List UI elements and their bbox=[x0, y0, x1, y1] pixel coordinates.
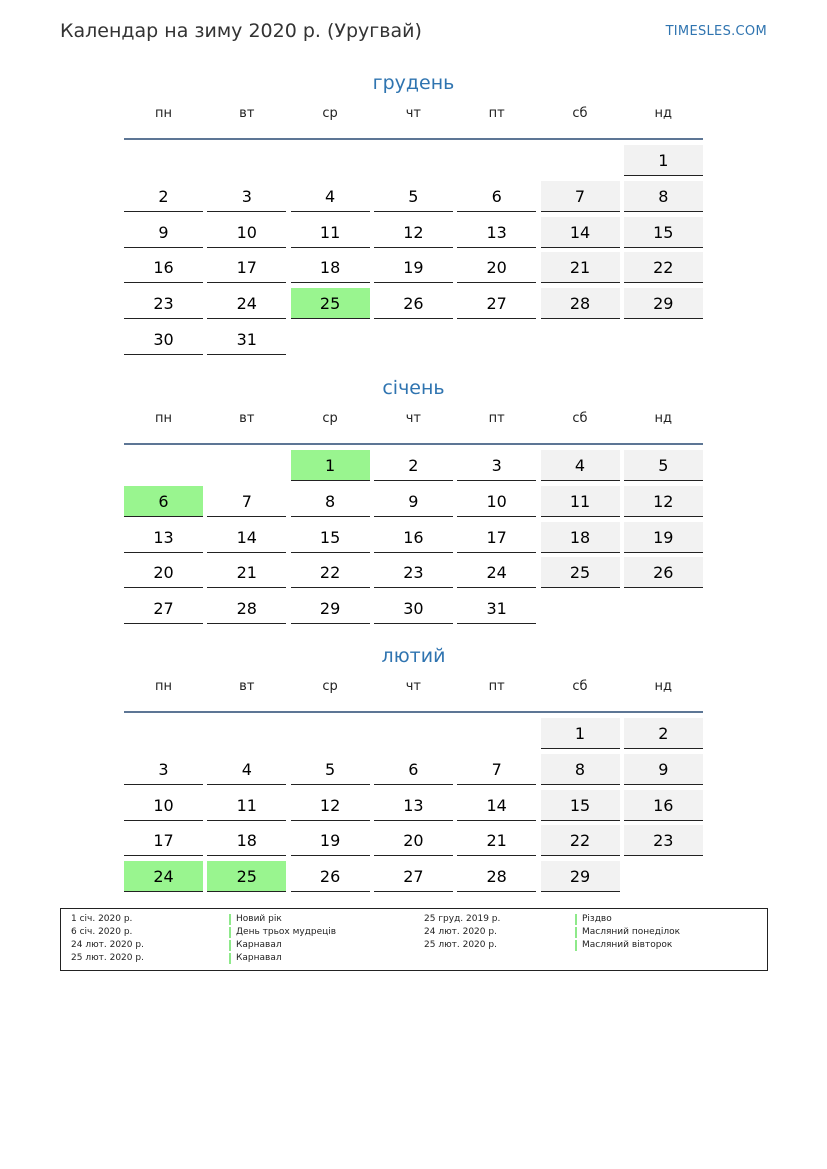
day-cell: 28 bbox=[207, 593, 286, 624]
day-cell: 30 bbox=[124, 324, 203, 355]
holiday-color-marker bbox=[575, 927, 577, 938]
month-february bbox=[124, 643, 703, 887]
weekday-label: чт bbox=[405, 106, 422, 121]
weekday-label: пн bbox=[155, 679, 172, 694]
holiday-color-marker bbox=[229, 927, 231, 938]
day-cell: 26 bbox=[291, 861, 370, 892]
day-cell: 27 bbox=[374, 861, 453, 892]
day-cell: 18 bbox=[207, 825, 286, 856]
day-cell: 21 bbox=[541, 252, 620, 283]
weekday-header bbox=[124, 677, 703, 713]
day-cell: 10 bbox=[207, 217, 286, 248]
day-cell: 7 bbox=[541, 181, 620, 212]
legend-holiday-name: Карнавал bbox=[229, 952, 282, 965]
day-cell: 23 bbox=[124, 288, 203, 319]
holiday-color-marker bbox=[229, 940, 231, 951]
weekday-label: пн bbox=[155, 411, 172, 426]
month-title: грудень bbox=[372, 72, 455, 94]
legend-holiday-name: Різдво bbox=[575, 913, 612, 926]
day-cell: 24 bbox=[207, 288, 286, 319]
weekday-label: ср bbox=[322, 411, 338, 426]
day-cell: 22 bbox=[624, 252, 703, 283]
day-cell: 31 bbox=[457, 593, 536, 624]
day-cell: 26 bbox=[624, 557, 703, 588]
day-cell: 2 bbox=[374, 450, 453, 481]
day-cell: 9 bbox=[124, 217, 203, 248]
weekday-label: сб bbox=[572, 411, 588, 426]
day-cell: 5 bbox=[624, 450, 703, 481]
holiday-color-marker bbox=[575, 940, 577, 951]
day-cell: 16 bbox=[624, 790, 703, 821]
day-cell: 3 bbox=[457, 450, 536, 481]
day-cell: 15 bbox=[541, 790, 620, 821]
holiday-color-marker bbox=[575, 914, 577, 925]
day-cell: 21 bbox=[207, 557, 286, 588]
day-cell: 12 bbox=[374, 217, 453, 248]
day-cell: 11 bbox=[291, 217, 370, 248]
day-cell: 12 bbox=[291, 790, 370, 821]
day-cell: 21 bbox=[457, 825, 536, 856]
weekday-label: ср bbox=[322, 679, 338, 694]
day-cell: 1 bbox=[624, 145, 703, 176]
month-title: січень bbox=[382, 377, 445, 399]
holiday-day-cell: 1 bbox=[291, 450, 370, 481]
month-title: лютий bbox=[381, 645, 446, 667]
legend-holiday-name: Масляний вівторок bbox=[575, 939, 672, 952]
legend-holiday-name: Карнавал bbox=[229, 939, 282, 952]
day-cell: 10 bbox=[124, 790, 203, 821]
weekday-label: пт bbox=[488, 679, 505, 694]
weekday-label: чт bbox=[405, 679, 422, 694]
day-cell: 30 bbox=[374, 593, 453, 624]
legend-date: 25 лют. 2020 р. bbox=[424, 940, 497, 950]
day-cell: 3 bbox=[124, 754, 203, 785]
day-cell: 13 bbox=[457, 217, 536, 248]
day-cell: 15 bbox=[291, 522, 370, 553]
weekday-label: чт bbox=[405, 411, 422, 426]
legend-date: 24 лют. 2020 р. bbox=[71, 940, 144, 950]
day-cell: 17 bbox=[207, 252, 286, 283]
day-cell: 18 bbox=[541, 522, 620, 553]
day-cell: 2 bbox=[124, 181, 203, 212]
legend-date: 1 січ. 2020 р. bbox=[71, 914, 133, 924]
day-cell: 22 bbox=[541, 825, 620, 856]
legend-holiday-name: Масляний понеділок bbox=[575, 926, 680, 939]
day-cell: 14 bbox=[207, 522, 286, 553]
day-cell: 14 bbox=[541, 217, 620, 248]
day-cell: 11 bbox=[541, 486, 620, 517]
weekday-label: сб bbox=[572, 679, 588, 694]
holiday-day-cell: 25 bbox=[207, 861, 286, 892]
day-cell: 1 bbox=[541, 718, 620, 749]
day-cell: 29 bbox=[291, 593, 370, 624]
day-cell: 5 bbox=[291, 754, 370, 785]
month-december bbox=[124, 70, 703, 349]
day-cell: 19 bbox=[624, 522, 703, 553]
weekday-header bbox=[124, 409, 703, 445]
day-cell: 25 bbox=[541, 557, 620, 588]
day-cell: 13 bbox=[374, 790, 453, 821]
day-cell: 3 bbox=[207, 181, 286, 212]
weekday-label: вт bbox=[239, 679, 255, 694]
weekday-label: нд bbox=[654, 106, 673, 121]
day-cell: 10 bbox=[457, 486, 536, 517]
day-cell: 27 bbox=[124, 593, 203, 624]
day-cell: 8 bbox=[541, 754, 620, 785]
day-cell: 8 bbox=[624, 181, 703, 212]
day-cell: 15 bbox=[624, 217, 703, 248]
legend-date: 24 лют. 2020 р. bbox=[424, 927, 497, 937]
day-cell: 14 bbox=[457, 790, 536, 821]
weekday-label: вт bbox=[239, 106, 255, 121]
holiday-day-cell: 24 bbox=[124, 861, 203, 892]
day-cell: 7 bbox=[207, 486, 286, 517]
holiday-color-marker bbox=[229, 914, 231, 925]
site-link[interactable]: TIMESLES.COM bbox=[665, 24, 767, 39]
day-cell: 20 bbox=[457, 252, 536, 283]
day-cell: 23 bbox=[374, 557, 453, 588]
day-cell: 6 bbox=[457, 181, 536, 212]
legend-date: 25 лют. 2020 р. bbox=[71, 953, 144, 963]
day-cell: 28 bbox=[457, 861, 536, 892]
day-cell: 17 bbox=[457, 522, 536, 553]
weekday-header bbox=[124, 104, 703, 140]
legend-holiday-name: Новий рік bbox=[229, 913, 282, 926]
legend-date: 25 груд. 2019 р. bbox=[424, 914, 501, 924]
day-cell: 23 bbox=[624, 825, 703, 856]
weekday-label: нд bbox=[654, 411, 673, 426]
day-cell: 24 bbox=[457, 557, 536, 588]
weekday-label: сб bbox=[572, 106, 588, 121]
day-cell: 29 bbox=[624, 288, 703, 319]
weekday-label: нд bbox=[654, 679, 673, 694]
day-cell: 22 bbox=[291, 557, 370, 588]
day-cell: 4 bbox=[291, 181, 370, 212]
day-cell: 7 bbox=[457, 754, 536, 785]
day-cell: 26 bbox=[374, 288, 453, 319]
holiday-color-marker bbox=[229, 953, 231, 964]
day-cell: 19 bbox=[374, 252, 453, 283]
month-january bbox=[124, 375, 703, 619]
day-cell: 16 bbox=[374, 522, 453, 553]
day-cell: 28 bbox=[541, 288, 620, 319]
day-cell: 8 bbox=[291, 486, 370, 517]
day-cell: 6 bbox=[374, 754, 453, 785]
day-cell: 13 bbox=[124, 522, 203, 553]
day-cell: 11 bbox=[207, 790, 286, 821]
day-cell: 9 bbox=[624, 754, 703, 785]
holiday-day-cell: 6 bbox=[124, 486, 203, 517]
day-cell: 20 bbox=[374, 825, 453, 856]
weekday-label: ср bbox=[322, 106, 338, 121]
day-cell: 4 bbox=[541, 450, 620, 481]
day-cell: 4 bbox=[207, 754, 286, 785]
day-cell: 12 bbox=[624, 486, 703, 517]
weekday-label: пт bbox=[488, 106, 505, 121]
weekday-label: пт bbox=[488, 411, 505, 426]
day-cell: 19 bbox=[291, 825, 370, 856]
day-cell: 29 bbox=[541, 861, 620, 892]
day-cell: 16 bbox=[124, 252, 203, 283]
legend-date: 6 січ. 2020 р. bbox=[71, 927, 133, 937]
day-cell: 5 bbox=[374, 181, 453, 212]
day-cell: 17 bbox=[124, 825, 203, 856]
legend-holiday-name: День трьох мудреців bbox=[229, 926, 336, 939]
day-cell: 2 bbox=[624, 718, 703, 749]
weekday-label: пн bbox=[155, 106, 172, 121]
day-cell: 18 bbox=[291, 252, 370, 283]
holiday-legend bbox=[60, 908, 768, 971]
day-cell: 9 bbox=[374, 486, 453, 517]
day-cell: 20 bbox=[124, 557, 203, 588]
page-title: Календар на зиму 2020 р. (Уругвай) bbox=[60, 20, 422, 42]
weekday-label: вт bbox=[239, 411, 255, 426]
day-cell: 31 bbox=[207, 324, 286, 355]
holiday-day-cell: 25 bbox=[291, 288, 370, 319]
day-cell: 27 bbox=[457, 288, 536, 319]
